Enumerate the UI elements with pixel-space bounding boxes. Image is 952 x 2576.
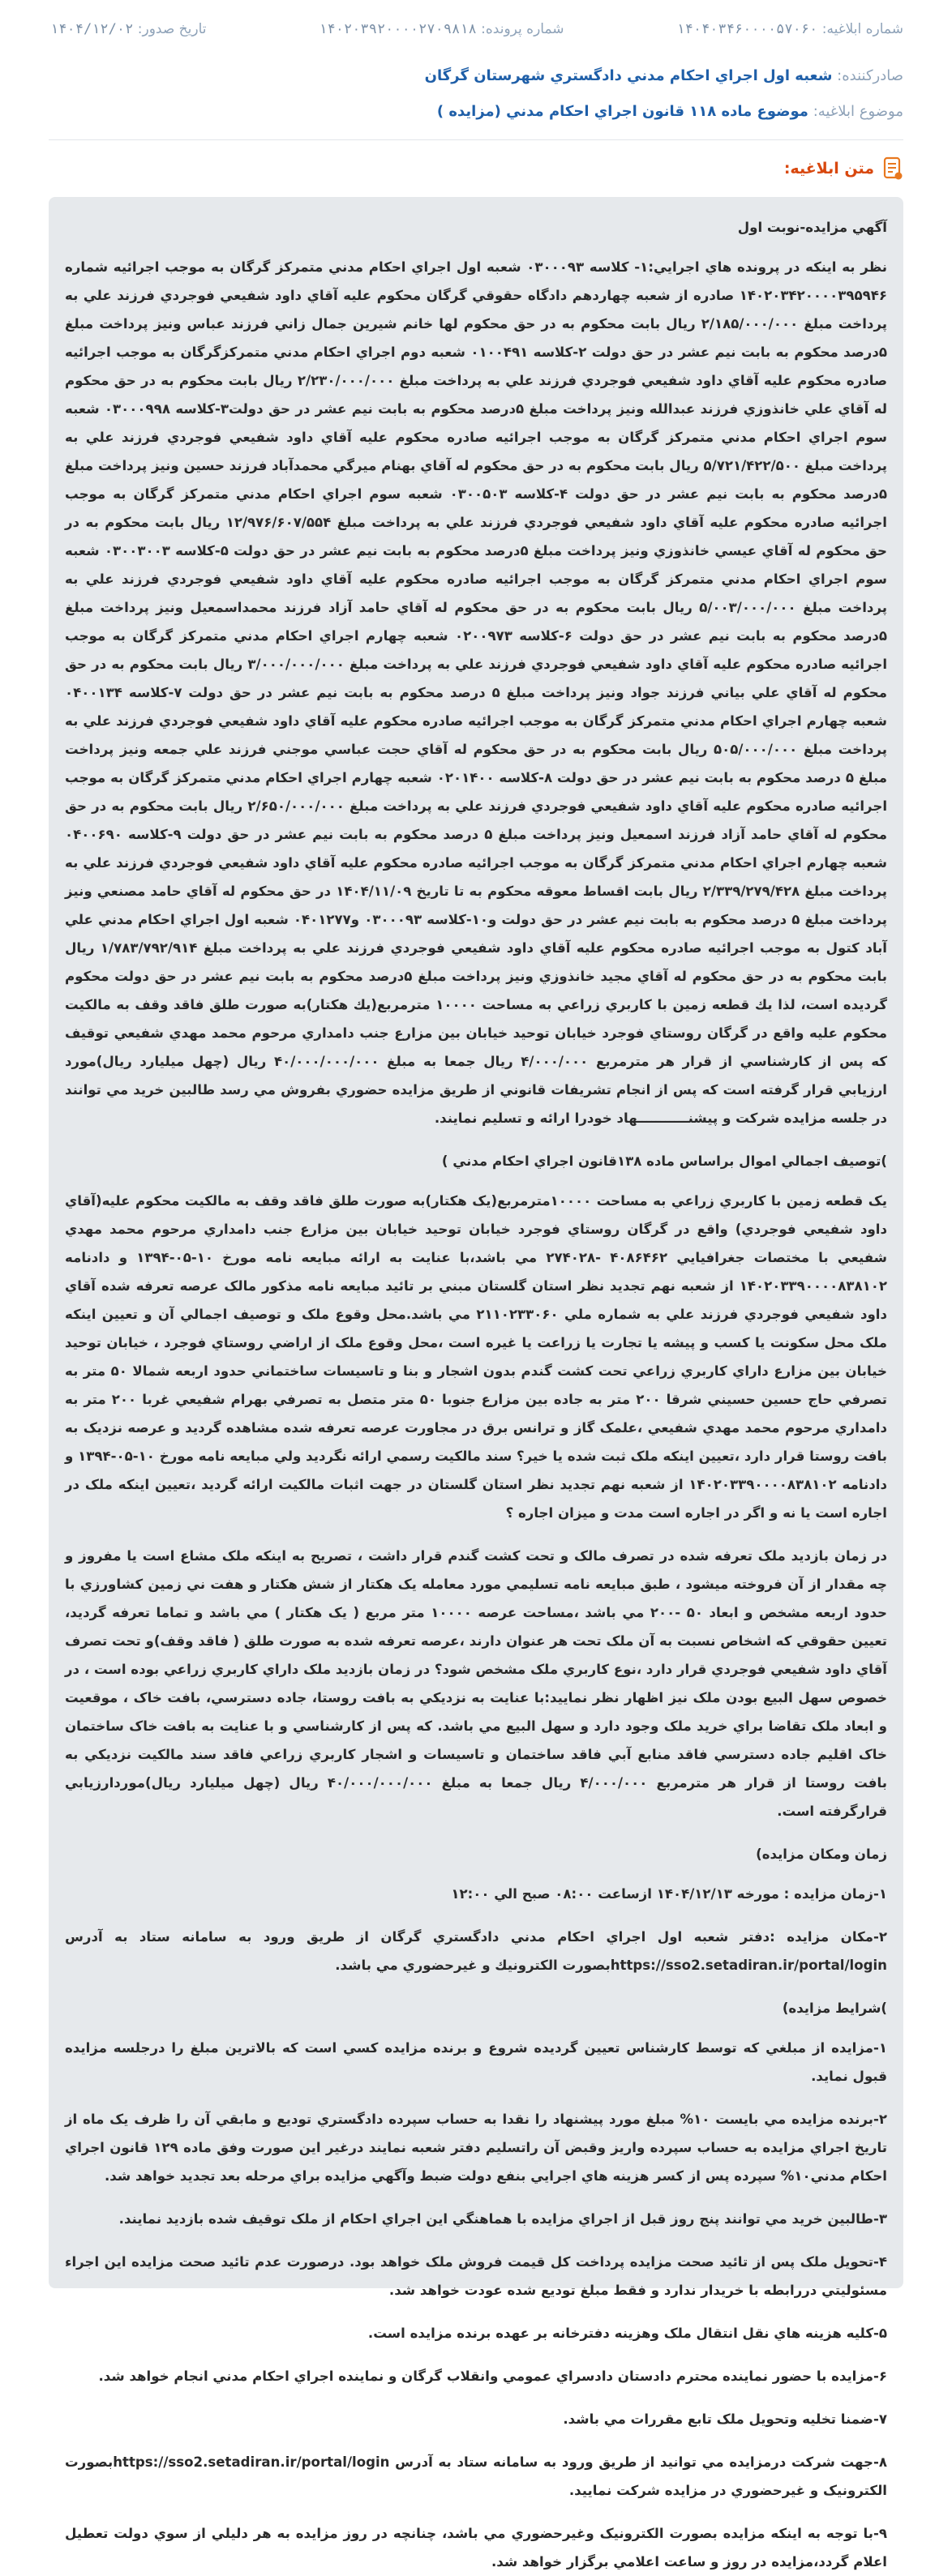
auction-time: ۱-زمان مزايده : مورخه ۱۴۰۴/۱۲/۱۳ ازساعت ۰۸:۰۰ صبح الي ۱۲:۰۰	[451, 1886, 887, 1902]
condition-item: ۴-تحويل ملک پس از تائيد صحت مزايده پرداخت كل قيمت فروش ملک خواهد بود. درصورت عدم تائيد صحت مزايده اين اجراء مسئوليتي دررابطه با خريدار ندارد و فقط مبلغ توديع شده عودت خواهد شد.	[65, 2254, 887, 2298]
body-title-label: متن ابلاغیه:	[783, 160, 874, 178]
section-heading-time-place: زمان ومكان مزايده)	[756, 1846, 887, 1862]
subject-line	[0, 94, 952, 130]
body-header	[0, 140, 952, 197]
announce-number-value: ۱۴۰۴۰۳۴۶۰۰۰۰۵۷۰۶۰	[676, 21, 818, 37]
condition-item: ۳-طالبين خريد مي توانند پنج روز قبل از اجراي مزايده با هماهنگي اين اجراي احكام از ملک توقيف شده بازديد نمايند.	[118, 2211, 887, 2227]
section-heading-description: )توصيف اجمالي اموال براساس ماده ۱۳۸قانون اجراي احكام مدني )	[441, 1153, 887, 1169]
condition-item: ۷-ضمنا تخليه وتحويل ملک تابع مقررات مي باشد.	[563, 2411, 887, 2427]
subject-label: موضوع ابلاغیه:	[813, 103, 903, 120]
issue-date	[50, 21, 207, 37]
section-heading-conditions: )شرايط مزايده)	[782, 2000, 887, 2016]
meta-row	[0, 0, 952, 58]
paragraph-inspection: در زمان بازديد ملک تعرفه شده در تصرف مالک و تحت كشت گندم قرار داشت ، تصريح به اينكه ملک مشاع است يا مفروز و چه مقدار از آن فروخته ميشود ، طبق مبايعه نامه تسليمي مورد معامله يک هكتار از شش هكتار و هفت ني زمين كشاورزي با حدود اربعه مشخص و ابعاد ۵۰ -۲۰۰ مي باشد ،مساحت عرصه ۱۰۰۰۰ متر مربع ( يک هكتار ) مي باشد و تماما تعرفه گرديد، تعيين حقوقي كه اشخاص نسبت به آن ملک تحت هر عنوان دارند ،عرصه تعرفه شده به صورت طلق ( فاقد وقف)و تحت تصرف آقاي داود شفيعي فوجردي قرار دارد ،نوع كاربري ملک مشخص شود؟ در زمان بازديد ملک داراي كاربري زراعي بوده است ، در خصوص سهل البيع بودن ملک نيز اظهار نظر نماييد:با عنايت به نزديكي به بافت روستا، جاده دسترسي، بافت خاک ، موقعيت و ابعاد ملک تقاضا براي خريد ملک وجود دارد و سهل البيع مي باشد. كه پس از كارشناسي و با عنايت به بافت خاک ساختمان خاک اقليم جاده دسترسي فاقد منابع آبي فاقد ساختمان و تاسيسات و اشجار كاربري زراعي فاقد سند مالكيت نزديكي به بافت روستا از قرار هر مترمربع ۴/۰۰۰/۰۰۰ ريال جمعا به مبلغ ۴۰/۰۰۰/۰۰۰/۰۰۰ ريال (چهل ميليارد ريال)موردارزيابي قرارگرفته است.	[65, 1548, 887, 1819]
condition-item: ۱-مزايده از مبلغي كه توسط كارشناس تعيين گرديده شروع و برنده مزايده كسي است كه بالاترين مبلغ را درجلسه مزايده قبول نمايد.	[65, 2040, 887, 2084]
case-number-value: ۱۴۰۲۰۳۹۲۰۰۰۰۲۷۰۹۸۱۸	[319, 21, 477, 37]
issue-date-label: تاریخ صدور:	[137, 21, 207, 37]
condition-item: ۶-مزايده با حضور نماينده محترم دادستان دادسراي عمومي وانقلاب گرگان و نماينده اجراي احكام مدني انجام خواهد شد.	[98, 2368, 887, 2384]
subject-value: موضوع ماده ۱۱۸ قانون اجراي احكام مدني (مزايده )	[436, 103, 808, 120]
condition-item: ۹-با توجه به اينكه مزايده بصورت الكترونيک وغيرحضوري مي باشد، چنانچه در روز مزايده به هر دليلي از سوي دولت تعطيل اعلام گردد،مزايده در روز و ساعت اعلامي برگزار خواهد شد.	[65, 2526, 887, 2570]
announcement-body	[49, 197, 903, 2570]
issue-date-value: ۱۴۰۴/۱۲/۰۲	[50, 21, 134, 37]
issuer-line	[0, 58, 952, 94]
document-icon	[882, 156, 903, 181]
ad-heading: آگهي مزايده-نوبت اول	[737, 220, 887, 235]
paragraph-cases: نظر به اينكه در پرونده هاي اجرايي:۱- كلاسه ۰۳۰۰۰۹۳ شعبه اول اجراي احكام مدني متمركز گرگان به موجب اجرائيه شماره ۱۴۰۲۰۳۴۲۰۰۰۰۳۹۵۹۴۶ صادره از شعبه چهاردهم دادگاه حقوقي گرگان محكوم عليه آقاي داود شفيعي فوجردي فرزند علي به پرداخت مبلغ ۲/۱۸۵/۰۰۰/۰۰۰ ريال بابت محكوم به در حق محكوم لها خانم شيرين جمال زاني فرزند عباس ونيز پرداخت مبلغ ۵درصد محكوم به بابت نيم عشر در حق دولت ۲-كلاسه ۰۱۰۰۴۹۱ شعبه دوم اجراي احكام مدني متمركزگرگان به موجب اجرائيه صادره محكوم عليه آقاي داود شفيعي فوجردي فرزند علي به پرداخت مبلغ ۲/۲۳۰/۰۰۰/۰۰۰ ريال بابت محكوم به در حق محكوم له آقاي علي خانذوزي فرزند عبدالله ونيز پرداخت مبلغ ۵درصد محكوم به بابت نيم عشر در حق دولت۳-كلاسه ۰۳۰۰۰۹۹۸ شعبه سوم اجراي احكام مدني متمركز گرگان به موجب اجرائيه صادره محكوم عليه آقاي داود شفيعي فوجردي فرزند علي به پرداخت مبلغ ۵/۷۲۱/۴۲۲/۵۰۰ ريال بابت محكوم به در حق محكوم له آقاي بهنام ميرگي محمدآباد فرزند حسين ونيز پرداخت مبلغ ۵درصد محكوم به بابت نيم عشر در حق دولت ۴-كلاسه ۰۳۰۰۵۰۳ شعبه سوم اجراي احكام مدني متمركز گرگان به موجب اجرائيه صادره محكوم عليه آقاي داود شفيعي فوجردي فرزند علي به پرداخت مبلغ ۱۲/۹۷۶/۶۰۷/۵۵۴ ريال بابت محكوم به در حق محكوم له آقاي عيسي خانذوزي ونيز پرداخت مبلغ ۵درصد محكوم به بابت نيم عشر در حق دولت ۵-كلاسه ۰۳۰۰۳۰۰۳ شعبه سوم اجراي احكام مدني متمركز گرگان به موجب اجرائيه صادره محكوم عليه آقاي داود شفيعي فوجردي فرزند علي به پرداخت مبلغ ۵/۰۰۳/۰۰۰/۰۰۰ ريال بابت محكوم به در حق محكوم له آقاي حامد آزاد فرزند محمداسمعيل ونيز پرداخت مبلغ ۵درصد محكوم به بابت نيم عشر در حق دولت ۶-كلاسه ۰۲۰۰۹۷۳ شعبه چهارم اجراي احكام مدني متمركز گرگان به موجب اجرائيه صادره محكوم عليه آقاي داود شفيعي فوجردي فرزند علي به پرداخت مبلغ ۳/۰۰۰/۰۰۰/۰۰۰ ريال بابت محكوم به در حق محكوم له آقاي علي بياني فرزند جواد ونيز پرداخت مبلغ ۵ درصد محكوم به بابت نيم عشر در حق دولت ۷-كلاسه ۰۴۰۰۱۳۴ شعبه چهارم اجراي احكام مدني متمركز گرگان به موجب اجرائيه صادره محكوم عليه آقاي داود شفيعي فوجردي فرزند علي به پرداخت مبلغ ۵۰۵/۰۰۰/۰۰۰ ريال بابت محكوم به در حق محكوم له آقاي حجت عباسي موجني فرزند علي جمعه ونيز پرداخت مبلغ ۵ درصد محكوم به بابت نيم عشر در حق دولت ۸-كلاسه ۰۲۰۱۴۰۰ شعبه چهارم اجراي احكام مدني متمركز گرگان به موجب اجرائيه صادره محكوم عليه آقاي داود شفيعي فوجردي فرزند علي به پرداخت مبلغ ۲/۶۵۰/۰۰۰/۰۰۰ ريال بابت محكوم به در حق محكوم له آقاي حامد آزاد فرزند اسمعيل ونيز پرداخت مبلغ ۵ درصد محكوم به بابت نيم عشر در حق دولت ۹-كلاسه ۰۴۰۰۶۹۰ شعبه چهارم اجراي احكام مدني متمركز گرگان به موجب اجرائيه صادره محكوم عليه آقاي داود شفيعي فوجردي فرزند علي به پرداخت مبلغ ۲/۳۳۹/۲۷۹/۴۲۸ ريال بابت اقساط معوقه محكوم به تا تاريخ ۱۴۰۴/۱۱/۰۹ در حق محكوم له آقاي حامد مصنعي ونيز پرداخت مبلغ ۵ درصد محكوم به بابت نيم عشر در حق دولت و۱۰-كلاسه ۰۳۰۰۰۹۳ و۰۴۰۱۲۷۷ شعبه اول اجراي احكام مدني علي آباد كتول به موجب اجرائيه صادره محكوم عليه آقاي داود شفيعي فوجردي فرزند علي به پرداخت مبلغ ۱/۷۸۳/۷۹۲/۹۱۴ ريال بابت محكوم به در حق محكوم له آقاي مجيد خانذوزي ونيز پرداخت مبلغ ۵درصد محكوم به بابت نيم عشر در حق دولت محكوم گرديده است، لذا يك قطعه زمين با كاربري زراعي به مساحت ۱۰۰۰۰ مترمربع(يك هكتار)به صورت طلق فاقد وقف به مالكيت محكوم عليه واقع در گرگان روستاي فوجرد خيابان توحيد خيابان بين مزارع جنب دامداري مرحوم محمد مهدي شفيعي توقيف كه پس از كارشناسي از قرار هر مترمربع ۴/۰۰۰/۰۰۰ ريال جمعا به مبلغ ۴۰/۰۰۰/۰۰۰/۰۰۰ ريال (چهل ميليارد ريال)مورد ارزيابي قرار گرفته است كه پس از انجام تشريفات قانوني از طريق مزايده حضوري بفروش مي رسد طالبين خريد مي توانند در جلسه مزايده شركت و پيشنـــــــــــهاد خودرا ارائه و تسليم نمايند.	[65, 259, 888, 1126]
announce-number-label: شماره ابلاغیه:	[821, 21, 903, 37]
condition-item: ۲-برنده مزايده مي بايست ۱۰% مبلغ مورد پيشنهاد را نقدا به حساب سپرده دادگستري توديع و مابقي آن را ظرف يک ماه از تاريخ اجراي مزايده به حساب سپرده واريز وقبض آن راتسليم دفتر شعبه نمايند درغير اين صورت وفق ماده ۱۲۹ قانون اجراي احكام مدني۱۰% سپرده پس از كسر هزينه هاي اجرايي بنفع دولت ضبط وآگهي مزايده براي مرحله بعد تجديد خواهد شد.	[65, 2112, 887, 2184]
issuer-value: شعبه اول اجراي احكام مدني دادگستري شهرستان گرگان	[424, 67, 833, 84]
condition-item: ۸-جهت شركت درمزايده مي توانيد از طريق ورود به سامانه ستاد به آدرس https://sso2.setadiran.ir/portal/loginبصورت الكترونيک و غيرحضوري در مزايده شركت نماييد.	[65, 2454, 887, 2498]
condition-item: ۵-كليه هزينه هاي نقل انتقال ملک وهزينه دفترخانه بر عهده برنده مزايده است.	[367, 2326, 887, 2341]
case-number-label: شماره پرونده:	[481, 21, 564, 37]
paragraph-property-description: يک قطعه زمين با كاربري زراعي به مساحت ۱۰۰۰۰مترمربع(يک هكتار)به صورت طلق فاقد وقف به مالكيت محكوم عليه(آقاي داود شفيعي فوجردي) واقع در گرگان روستاي فوجرد خيابان توحيد خيابان بين مزارع جنب دامداري مرحوم محمد مهدي شفيعي با مختصات جغرافيايي ۴۰۸۶۴۶۲ -۲۷۴۰۲۸ مي باشد،با عنايت به ارائه مبايعه نامه مورخ ۱۰-۰۵-۱۳۹۴ و دادنامه ۱۴۰۲۰۳۳۹۰۰۰۰۸۳۸۱۰۲ از شعبه نهم تجديد نظر استان گلستان مبني بر تائيد مبايعه نامه مذكور مالک عرصه تعرفه شده آقاي داود شفيعي فوجردي فرزند علي به شماره ملي ۲۱۱۰۲۳۳۰۶۰ مي باشد.محل وقوع ملک و توصيف اجمالي آن و تعيين اينكه ملک محل سكونت يا كسب و پيشه يا تجارت يا زراعت يا غيره است ،محل وقوع ملک از اراضي روستاي فوجرد ، خيابان توحيد خيابان بين مزارع داراي كاربري زراعي تحت كشت گندم بدون اشجار و بنا و تاسيسات ساختماني حدود اربعه شمالا ۵۰ متر به تصرفي حاج حسين حسيني شرقا ۲۰۰ متر به جاده بين مزارع جنوبا ۵۰ متر متصل به تصرفي بهرام شفيعي غربا ۲۰۰ متر به دامداري مرحوم محمد مهدي شفيعي ،علمک گاز و ترانس برق در مجاورت عرصه تعرفه شده مشاهده گرديد و عرصه نزديک به بافت روستا قرار دارد ،تعيين اينكه ملک ثبت شده يا خير؟ سند مالكيت رسمي ارائه نگرديد ولي مبايعه نامه مورخ ۱۰-۰۵-۱۳۹۴ و دادنامه ۱۴۰۲۰۳۳۹۰۰۰۰۸۳۸۱۰۲ از شعبه نهم تجديد نظر استان گلستان در جهت اثبات مالكيت ارائه گرديد ،تعيين اينكه ملک در اجاره است يا نه و اگر در اجاره است مدت و ميزان اجاره ؟	[65, 1193, 888, 1521]
case-number	[319, 21, 564, 37]
auction-place: ۲-مكان مزايده :دفتر شعبه اول اجراي احكام مدني دادگستري گرگان از طريق ورود به سامانه ستاد به آدرس https://sso2.setadiran.ir/portal/loginبصورت الكترونيك و غيرحضوري مي باشد.	[65, 1929, 887, 1973]
announce-number	[676, 21, 903, 37]
issuer-label: صادرکننده:	[837, 67, 903, 84]
